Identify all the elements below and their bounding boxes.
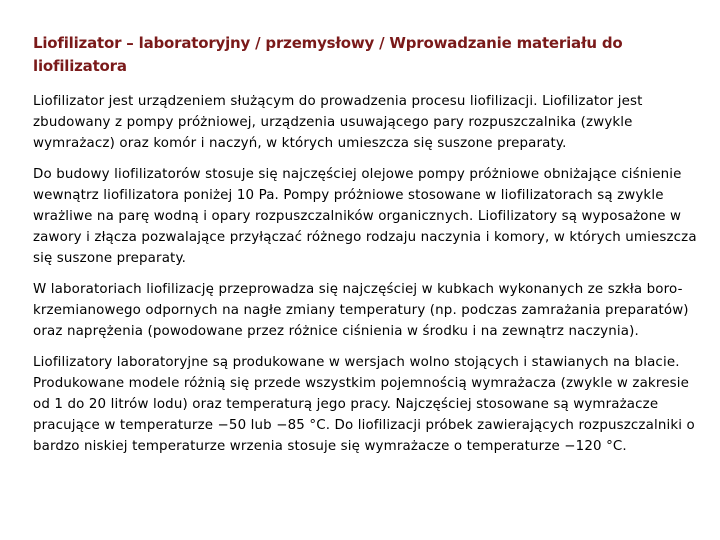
paragraph-pumps: Do budowy liofilizatorów stosuje się najczęściej olejowe pompy próżniowe obniżające ciśnienie wewnątrz liofilizatora poniżej 10 Pa. Pompy próżniowe stosowane w liofilizatorach są zwykle wrażliwe na parę wodną i opary rozpuszczalników organicznych. Liofilizatory są wyposażone w zawory i złącza pozwalające przyłączać różnego rodzaju naczynia i komory, w których umieszcza się suszone preparaty. — [33, 167, 697, 266]
slide-content — [33, 32, 701, 467]
slide-title: Liofilizator – laboratoryjny / przemysłowy / Wprowadzanie materiału do liofilizatora — [33, 34, 623, 75]
paragraph-laboratory-models: Liofilizatory laboratoryjne są produkowane w wersjach wolno stojących i stawianych na blacie. Produkowane modele różnią się przede wszystkim pojemnością wymrażacza (zwykle w zakresie od 1 do 20 litrów lodu) oraz temperaturą jego pracy. Najczęściej stosowane są wymrażacze pracujące w temperaturze −50 lub −85 °C. Do liofilizacji próbek zawierających rozpuszczalniki o bardzo niskiej temperaturze wrzenia stosuje się wymrażacze o temperaturze −120 °C. — [33, 355, 695, 454]
paragraph-definition: Liofilizator jest urządzeniem służącym do prowadzenia procesu liofilizacji. Liofilizator jest zbudowany z pompy próżniowej, urządzenia usuwającego pary rozpuszczalnika (zwykle wymrażacz) oraz komór i naczyń, w których umieszcza się suszone preparaty. — [33, 94, 643, 151]
paragraph-laboratory-vessels: W laboratoriach liofilizację przeprowadza się najczęściej w kubkach wykonanych ze szkła boro-krzemianowego odpornych na nagłe zmiany temperatury (np. podczas zamrażania preparatów) oraz naprężenia (powodowane przez różnice ciśnienia w środku i na zewnątrz naczynia). — [33, 282, 689, 339]
